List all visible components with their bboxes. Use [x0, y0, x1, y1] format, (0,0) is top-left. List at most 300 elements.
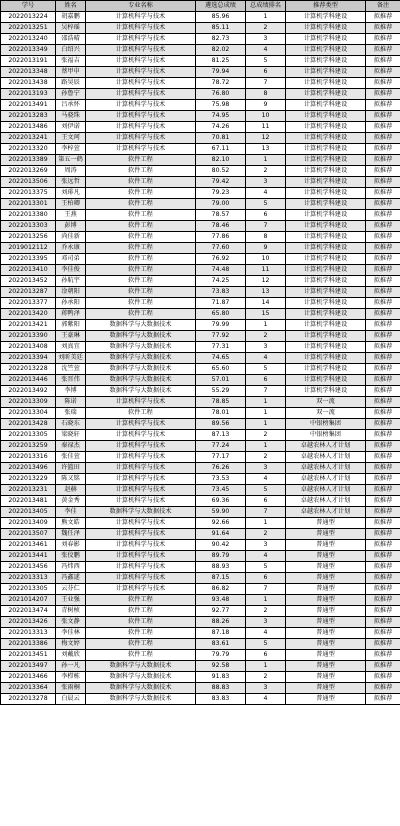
- table-body: [1, 1, 400, 705]
- cell-rank: 1: [246, 408, 286, 419]
- cell-student-id: 2022013452: [1, 276, 56, 287]
- cell-total-score: 87.13: [196, 430, 246, 441]
- cell-remark: 拟推荐: [366, 386, 400, 397]
- cell-major: 计算机科学与技术: [86, 34, 196, 45]
- table-row: [1, 408, 400, 419]
- cell-rank: 12: [246, 276, 286, 287]
- header-student-id: 学号: [1, 1, 56, 12]
- table-row: [1, 67, 400, 78]
- cell-total-score: 77.86: [196, 232, 246, 243]
- cell-recommend-type: 计算机学科建设: [286, 100, 366, 111]
- table-row: [1, 133, 400, 144]
- cell-recommend-type: 卓越农林人才计划: [286, 452, 366, 463]
- cell-total-score: 77.60: [196, 243, 246, 254]
- table-row: [1, 276, 400, 287]
- cell-major: 计算机科学与技术: [86, 529, 196, 540]
- cell-student-id: 2022013231: [1, 485, 56, 496]
- cell-name: 李博: [56, 386, 86, 397]
- cell-student-id: 2022013497: [1, 661, 56, 672]
- table-row: [1, 155, 400, 166]
- cell-total-score: 82.02: [196, 45, 246, 56]
- cell-name: 王豪琳: [56, 331, 86, 342]
- table-row: [1, 331, 400, 342]
- cell-student-id: 2022013380: [1, 210, 56, 221]
- cell-rank: 3: [246, 617, 286, 628]
- cell-recommend-type: 计算机学科建设: [286, 210, 366, 221]
- cell-major: 数据科学与大数据技术: [86, 661, 196, 672]
- cell-rank: 2: [246, 23, 286, 34]
- cell-name: 冯炜西: [56, 562, 86, 573]
- table-row: [1, 298, 400, 309]
- cell-student-id: 2022013287: [1, 287, 56, 298]
- cell-major: 软件工程: [86, 177, 196, 188]
- cell-major: 计算机科学与技术: [86, 144, 196, 155]
- cell-name: 刘真宜: [56, 342, 86, 353]
- table-row: [1, 386, 400, 397]
- table-row: [1, 617, 400, 628]
- cell-major: 软件工程: [86, 199, 196, 210]
- cell-student-id: 2022013193: [1, 89, 56, 100]
- cell-rank: 6: [246, 573, 286, 584]
- cell-major: 计算机科学与技术: [86, 485, 196, 496]
- cell-remark: 拟推荐: [366, 419, 400, 430]
- cell-recommend-type: 双一流: [286, 408, 366, 419]
- cell-recommend-type: 卓越农林人才计划: [286, 463, 366, 474]
- cell-name: 秦禄杰: [56, 441, 86, 452]
- cell-name: 云芬仁: [56, 584, 86, 595]
- table-row: [1, 199, 400, 210]
- cell-remark: 拟推荐: [366, 562, 400, 573]
- cell-recommend-type: 计算机学科建设: [286, 287, 366, 298]
- table-row: [1, 562, 400, 573]
- cell-student-id: 2022013224: [1, 12, 56, 23]
- cell-remark: 拟推荐: [366, 34, 400, 45]
- cell-remark: 拟推荐: [366, 540, 400, 551]
- cell-remark: 拟推荐: [366, 463, 400, 474]
- cell-student-id: 2022013256: [1, 232, 56, 243]
- cell-remark: 拟推荐: [366, 683, 400, 694]
- cell-student-id: 2022013451: [1, 650, 56, 661]
- table-row: [1, 507, 400, 518]
- cell-rank: 7: [246, 221, 286, 232]
- cell-name: 刘昕美廷: [56, 353, 86, 364]
- cell-major: 数据科学与大数据技术: [86, 353, 196, 364]
- cell-name: 李佳俊: [56, 265, 86, 276]
- cell-major: 计算机科学与技术: [86, 540, 196, 551]
- cell-remark: 拟推荐: [366, 243, 400, 254]
- cell-name: 吕承怀: [56, 100, 86, 111]
- cell-rank: 3: [246, 463, 286, 474]
- header-name: 姓名: [56, 1, 86, 12]
- cell-remark: 拟推荐: [366, 320, 400, 331]
- table-row: [1, 320, 400, 331]
- cell-recommend-type: 计算机学科建设: [286, 155, 366, 166]
- cell-major: 数据科学与大数据技术: [86, 320, 196, 331]
- cell-total-score: 87.18: [196, 628, 246, 639]
- table-row: [1, 111, 400, 122]
- cell-student-id: 2022013438: [1, 78, 56, 89]
- cell-student-id: 2022013349: [1, 45, 56, 56]
- cell-name: 李梓萱: [56, 144, 86, 155]
- cell-recommend-type: 计算机学科建设: [286, 353, 366, 364]
- cell-name: 沈竺萱: [56, 364, 86, 375]
- cell-remark: 拟推荐: [366, 56, 400, 67]
- cell-remark: 拟推荐: [366, 177, 400, 188]
- cell-remark: 拟推荐: [366, 408, 400, 419]
- cell-student-id: 2022013408: [1, 342, 56, 353]
- cell-remark: 拟推荐: [366, 23, 400, 34]
- cell-name: 李佳: [56, 507, 86, 518]
- header-total-score: 遴选总成绩: [196, 1, 246, 12]
- cell-name: 周涛: [56, 166, 86, 177]
- cell-name: 梅文婷: [56, 639, 86, 650]
- cell-rank: 7: [246, 78, 286, 89]
- cell-name: 陈又铭: [56, 474, 86, 485]
- cell-total-score: 74.95: [196, 111, 246, 122]
- cell-remark: 拟推荐: [366, 199, 400, 210]
- cell-remark: 拟推荐: [366, 166, 400, 177]
- table-row: [1, 265, 400, 276]
- cell-student-id: 2022013313: [1, 573, 56, 584]
- table-row: [1, 100, 400, 111]
- table-row: [1, 463, 400, 474]
- cell-name: 张远哲: [56, 177, 86, 188]
- cell-remark: 拟推荐: [366, 595, 400, 606]
- cell-major: 计算机科学与技术: [86, 12, 196, 23]
- cell-total-score: 55.29: [196, 386, 246, 397]
- cell-total-score: 78.01: [196, 408, 246, 419]
- header-major: 专业名称: [86, 1, 196, 12]
- cell-recommend-type: 计算机学科建设: [286, 375, 366, 386]
- cell-recommend-type: 计算机学科建设: [286, 67, 366, 78]
- cell-name: 熊文皓: [56, 518, 86, 529]
- cell-major: 计算机科学与技术: [86, 122, 196, 133]
- cell-major: 计算机科学与技术: [86, 111, 196, 122]
- cell-major: 软件工程: [86, 232, 196, 243]
- cell-rank: 9: [246, 100, 286, 111]
- cell-rank: 14: [246, 298, 286, 309]
- cell-total-score: 85.96: [196, 12, 246, 23]
- cell-recommend-type: 计算机学科建设: [286, 221, 366, 232]
- table-row: [1, 529, 400, 540]
- cell-remark: 拟推荐: [366, 67, 400, 78]
- cell-recommend-type: 普通型: [286, 672, 366, 683]
- cell-rank: 8: [246, 232, 286, 243]
- cell-recommend-type: 普通型: [286, 650, 366, 661]
- cell-major: 计算机科学与技术: [86, 419, 196, 430]
- cell-rank: 2: [246, 606, 286, 617]
- cell-recommend-type: 卓越农林人才计划: [286, 496, 366, 507]
- cell-remark: 拟推荐: [366, 507, 400, 518]
- cell-major: 计算机科学与技术: [86, 474, 196, 485]
- cell-name: 张雨桐: [56, 683, 86, 694]
- cell-rank: 1: [246, 419, 286, 430]
- cell-rank: 4: [246, 551, 286, 562]
- cell-major: 软件工程: [86, 265, 196, 276]
- cell-major: 计算机科学与技术: [86, 56, 196, 67]
- cell-major: 计算机科学与技术: [86, 89, 196, 100]
- cell-recommend-type: 普通型: [286, 573, 366, 584]
- cell-student-id: 2022013386: [1, 639, 56, 650]
- cell-name: 王业强: [56, 595, 86, 606]
- cell-total-score: 78.46: [196, 221, 246, 232]
- cell-name: 王燕: [56, 210, 86, 221]
- cell-name: 乔永康: [56, 243, 86, 254]
- cell-name: 张晋伟: [56, 375, 86, 386]
- cell-total-score: 73.53: [196, 474, 246, 485]
- cell-total-score: 88.93: [196, 562, 246, 573]
- cell-remark: 拟推荐: [366, 254, 400, 265]
- cell-total-score: 90.42: [196, 540, 246, 551]
- cell-remark: 拟推荐: [366, 364, 400, 375]
- cell-student-id: 2022013303: [1, 221, 56, 232]
- cell-major: 计算机科学与技术: [86, 397, 196, 408]
- table-row: [1, 650, 400, 661]
- cell-student-id: 2022013364: [1, 683, 56, 694]
- table-row: [1, 232, 400, 243]
- cell-student-id: 2022013377: [1, 298, 56, 309]
- cell-student-id: 2022013421: [1, 320, 56, 331]
- cell-total-score: 69.36: [196, 496, 246, 507]
- table-row: [1, 573, 400, 584]
- cell-recommend-type: 计算机学科建设: [286, 111, 366, 122]
- cell-recommend-type: 计算机学科建设: [286, 166, 366, 177]
- cell-remark: 拟推荐: [366, 529, 400, 540]
- cell-recommend-type: 计算机学科建设: [286, 331, 366, 342]
- table-row: [1, 397, 400, 408]
- cell-student-id: 2022013492: [1, 386, 56, 397]
- cell-recommend-type: 中银榜集团: [286, 430, 366, 441]
- cell-total-score: 77.24: [196, 441, 246, 452]
- cell-remark: 拟推荐: [366, 694, 400, 705]
- cell-rank: 2: [246, 452, 286, 463]
- cell-recommend-type: 计算机学科建设: [286, 232, 366, 243]
- cell-total-score: 87.15: [196, 573, 246, 584]
- cell-major: 计算机科学与技术: [86, 100, 196, 111]
- cell-total-score: 77.31: [196, 342, 246, 353]
- table-row: [1, 672, 400, 683]
- cell-rank: 6: [246, 210, 286, 221]
- cell-total-score: 88.26: [196, 617, 246, 628]
- cell-total-score: 73.83: [196, 287, 246, 298]
- cell-student-id: 2022013283: [1, 111, 56, 122]
- cell-rank: 1: [246, 12, 286, 23]
- cell-remark: 拟推荐: [366, 430, 400, 441]
- table-row: [1, 364, 400, 375]
- cell-name: 张福吉: [56, 56, 86, 67]
- cell-major: 软件工程: [86, 595, 196, 606]
- table-row: [1, 287, 400, 298]
- cell-rank: 2: [246, 672, 286, 683]
- cell-student-id: 2021014207: [1, 595, 56, 606]
- cell-major: 计算机科学与技术: [86, 551, 196, 562]
- cell-rank: 3: [246, 177, 286, 188]
- cell-student-id: 2022013474: [1, 606, 56, 617]
- cell-rank: 6: [246, 496, 286, 507]
- table-row: [1, 243, 400, 254]
- cell-total-score: 74.65: [196, 353, 246, 364]
- table-row: [1, 595, 400, 606]
- cell-total-score: 77.17: [196, 452, 246, 463]
- cell-student-id: 2022013496: [1, 463, 56, 474]
- cell-name: 孙承阳: [56, 298, 86, 309]
- cell-total-score: 67.11: [196, 144, 246, 155]
- cell-student-id: 2022013441: [1, 551, 56, 562]
- cell-rank: 11: [246, 265, 286, 276]
- cell-name: 白晨云: [56, 694, 86, 705]
- cell-student-id: 2022013405: [1, 507, 56, 518]
- cell-name: 张瑞: [56, 408, 86, 419]
- cell-rank: 15: [246, 309, 286, 320]
- cell-recommend-type: 计算机学科建设: [286, 320, 366, 331]
- table-row: [1, 34, 400, 45]
- table-row: [1, 89, 400, 100]
- cell-student-id: 2022013305: [1, 584, 56, 595]
- cell-major: 计算机科学与技术: [86, 496, 196, 507]
- cell-name: 孙一凡: [56, 661, 86, 672]
- cell-name: 彭博: [56, 221, 86, 232]
- cell-total-score: 57.01: [196, 375, 246, 386]
- cell-remark: 拟推荐: [366, 628, 400, 639]
- cell-remark: 拟推荐: [366, 309, 400, 320]
- cell-total-score: 79.00: [196, 199, 246, 210]
- cell-student-id: 2022013313: [1, 628, 56, 639]
- cell-student-id: 2022013507: [1, 529, 56, 540]
- cell-rank: 1: [246, 397, 286, 408]
- cell-total-score: 80.52: [196, 166, 246, 177]
- table-row: [1, 606, 400, 617]
- cell-major: 计算机科学与技术: [86, 518, 196, 529]
- cell-rank: 10: [246, 111, 286, 122]
- cell-major: 数据科学与大数据技术: [86, 507, 196, 518]
- cell-total-score: 78.85: [196, 397, 246, 408]
- cell-total-score: 74.48: [196, 265, 246, 276]
- cell-name: 魏任泽: [56, 529, 86, 540]
- cell-name: 李栉栋: [56, 672, 86, 683]
- table-row: [1, 56, 400, 67]
- cell-name: 刘春影: [56, 540, 86, 551]
- header-remark: 备注: [366, 1, 400, 12]
- cell-name: 路昊辰: [56, 78, 86, 89]
- cell-major: 计算机科学与技术: [86, 463, 196, 474]
- cell-student-id: 2022013446: [1, 375, 56, 386]
- cell-student-id: 2022013409: [1, 518, 56, 529]
- cell-name: 李佳林: [56, 628, 86, 639]
- cell-rank: 4: [246, 694, 286, 705]
- cell-remark: 拟推荐: [366, 287, 400, 298]
- cell-major: 计算机科学与技术: [86, 23, 196, 34]
- cell-remark: 拟推荐: [366, 474, 400, 485]
- table-row: [1, 661, 400, 672]
- cell-name: 淦朝阳: [56, 287, 86, 298]
- cell-recommend-type: 普通型: [286, 683, 366, 694]
- cell-rank: 5: [246, 199, 286, 210]
- cell-remark: 拟推荐: [366, 144, 400, 155]
- cell-remark: 拟推荐: [366, 661, 400, 672]
- cell-major: 软件工程: [86, 309, 196, 320]
- cell-major: 数据科学与大数据技术: [86, 683, 196, 694]
- cell-student-id: 2022013320: [1, 144, 56, 155]
- cell-total-score: 78.72: [196, 78, 246, 89]
- cell-total-score: 70.81: [196, 133, 246, 144]
- cell-remark: 拟推荐: [366, 496, 400, 507]
- cell-remark: 拟推荐: [366, 485, 400, 496]
- cell-student-id: 2022013481: [1, 496, 56, 507]
- table-row: [1, 441, 400, 452]
- cell-remark: 拟推荐: [366, 210, 400, 221]
- cell-major: 计算机科学与技术: [86, 441, 196, 452]
- cell-rank: 5: [246, 562, 286, 573]
- cell-total-score: 79.23: [196, 188, 246, 199]
- table-row: [1, 683, 400, 694]
- table-row: [1, 694, 400, 705]
- cell-name: 王文珂: [56, 133, 86, 144]
- cell-name: 孙航宇: [56, 276, 86, 287]
- cell-remark: 拟推荐: [366, 518, 400, 529]
- cell-student-id: 2022013304: [1, 408, 56, 419]
- cell-total-score: 92.77: [196, 606, 246, 617]
- table-row: [1, 551, 400, 562]
- cell-recommend-type: 普通型: [286, 606, 366, 617]
- cell-student-id: 2019012112: [1, 243, 56, 254]
- cell-recommend-type: 计算机学科建设: [286, 199, 366, 210]
- cell-name: 刘琲凡: [56, 188, 86, 199]
- cell-recommend-type: 普通型: [286, 551, 366, 562]
- cell-rank: 7: [246, 386, 286, 397]
- cell-student-id: 2022013390: [1, 331, 56, 342]
- cell-recommend-type: 计算机学科建设: [286, 309, 366, 320]
- cell-rank: 5: [246, 56, 286, 67]
- table-row: [1, 23, 400, 34]
- cell-total-score: 73.45: [196, 485, 246, 496]
- cell-name: 梁晓轩: [56, 430, 86, 441]
- cell-rank: 3: [246, 683, 286, 694]
- table-row: [1, 122, 400, 133]
- cell-rank: 1: [246, 518, 286, 529]
- cell-rank: 2: [246, 430, 286, 441]
- cell-name: 孙鲁宁: [56, 89, 86, 100]
- cell-total-score: 79.99: [196, 320, 246, 331]
- cell-recommend-type: 计算机学科建设: [286, 89, 366, 100]
- cell-rank: 1: [246, 441, 286, 452]
- table-row: [1, 188, 400, 199]
- cell-rank: 1: [246, 155, 286, 166]
- cell-remark: 拟推荐: [366, 188, 400, 199]
- cell-total-score: 74.25: [196, 276, 246, 287]
- cell-major: 软件工程: [86, 276, 196, 287]
- cell-rank: 9: [246, 243, 286, 254]
- cell-name: 许篮田: [56, 463, 86, 474]
- cell-remark: 拟推荐: [366, 353, 400, 364]
- cell-major: 数据科学与大数据技术: [86, 331, 196, 342]
- cell-student-id: 2022013229: [1, 474, 56, 485]
- cell-name: 第五一鹤: [56, 155, 86, 166]
- cell-rank: 6: [246, 67, 286, 78]
- cell-major: 计算机科学与技术: [86, 573, 196, 584]
- cell-rank: 5: [246, 639, 286, 650]
- cell-name: 蒋鸭泽: [56, 309, 86, 320]
- cell-major: 软件工程: [86, 650, 196, 661]
- cell-recommend-type: 计算机学科建设: [286, 364, 366, 375]
- cell-total-score: 79.94: [196, 67, 246, 78]
- cell-name: 邵浩晴: [56, 34, 86, 45]
- cell-student-id: 2022013305: [1, 430, 56, 441]
- cell-rank: 2: [246, 166, 286, 177]
- cell-major: 软件工程: [86, 254, 196, 265]
- cell-name: 冯鑫逑: [56, 573, 86, 584]
- cell-remark: 拟推荐: [366, 78, 400, 89]
- table-row: [1, 309, 400, 320]
